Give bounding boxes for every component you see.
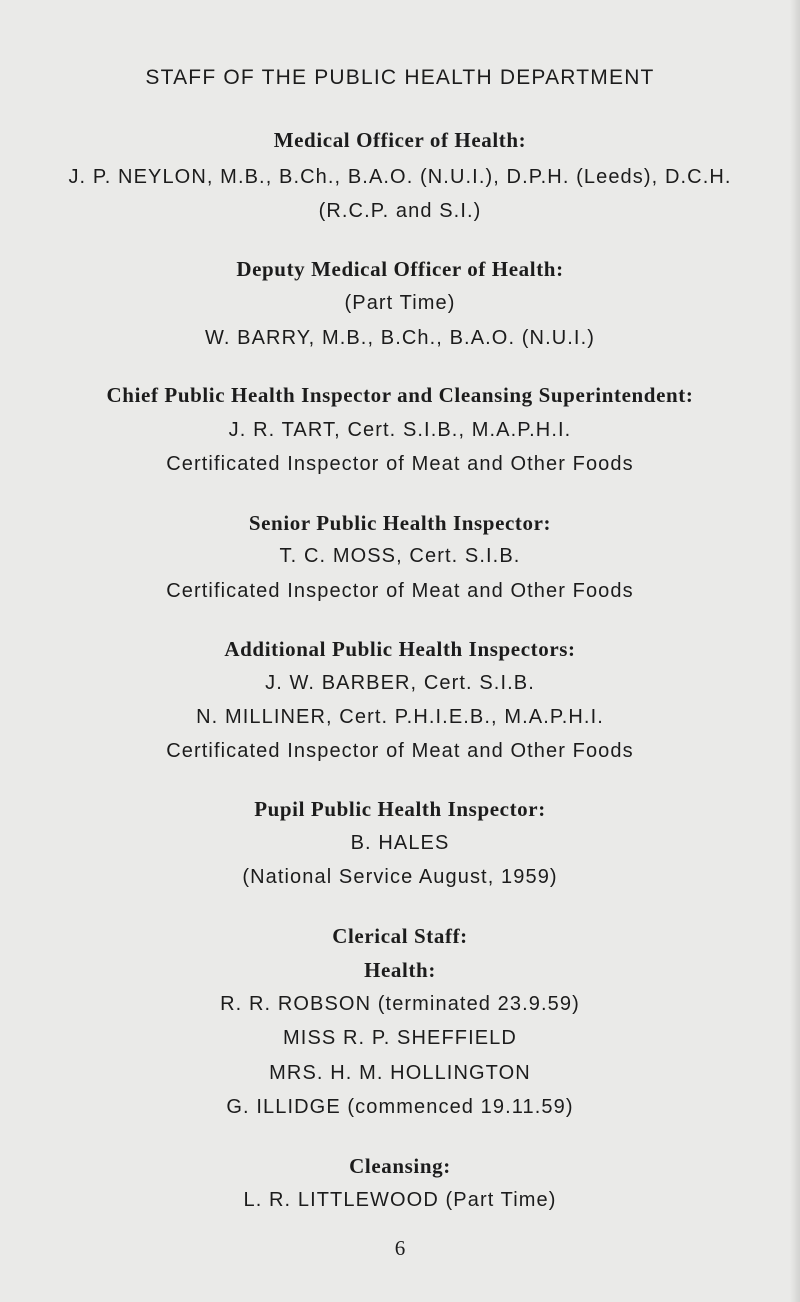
page-edge-shadow <box>790 0 800 1302</box>
clerical-name-4: G. ILLIDGE (commenced 19.11.59) <box>226 1096 574 1118</box>
pupil-name: B. HALES <box>350 832 450 854</box>
moh-qualifications: (R.C.P. and S.I.) <box>318 200 482 222</box>
pupil-note: (National Service August, 1959) <box>242 866 558 888</box>
additional-name-1: J. W. BARBER, Cert. S.I.B. <box>265 672 535 694</box>
cleansing-name: L. R. LITTLEWOOD (Part Time) <box>243 1189 557 1211</box>
senior-certification: Certificated Inspector of Meat and Other Foods <box>166 580 634 602</box>
deputy-name: W. BARRY, M.B., B.Ch., B.A.O. (N.U.I.) <box>204 327 596 349</box>
clerical-subheading: Health: <box>364 958 436 982</box>
additional-name-2: N. MILLINER, Cert. P.H.I.E.B., M.A.P.H.I. <box>196 706 604 728</box>
cleansing-heading: Cleansing: <box>349 1154 451 1178</box>
additional-certification: Certificated Inspector of Meat and Other Foods <box>166 740 634 762</box>
chief-name: J. R. TART, Cert. S.I.B., M.A.P.H.I. <box>228 419 572 441</box>
deputy-heading: Deputy Medical Officer of Health: <box>236 257 564 281</box>
page-title: STAFF OF THE PUBLIC HEALTH DEPARTMENT <box>145 66 655 89</box>
moh-heading: Medical Officer of Health: <box>273 128 527 152</box>
senior-name: T. C. MOSS, Cert. S.I.B. <box>279 545 521 567</box>
chief-certification: Certificated Inspector of Meat and Other Foods <box>166 453 634 475</box>
clerical-heading: Clerical Staff: <box>332 924 468 948</box>
pupil-heading: Pupil Public Health Inspector: <box>254 797 546 821</box>
page-number: 6 <box>394 1236 406 1260</box>
senior-heading: Senior Public Health Inspector: <box>248 511 552 535</box>
clerical-name-3: MRS. H. M. HOLLINGTON <box>269 1062 531 1084</box>
moh-name: J. P. NEYLON, M.B., B.Ch., B.A.O. (N.U.I.), D.P.H. (Leeds), D.C.H. <box>68 166 732 188</box>
clerical-name-2: MISS R. P. SHEFFIELD <box>283 1027 517 1049</box>
additional-heading: Additional Public Health Inspectors: <box>224 637 576 661</box>
chief-heading: Chief Public Health Inspector and Cleansing Superintendent: <box>106 383 694 407</box>
deputy-note: (Part Time) <box>344 292 456 314</box>
clerical-name-1: R. R. ROBSON (terminated 23.9.59) <box>220 993 580 1015</box>
